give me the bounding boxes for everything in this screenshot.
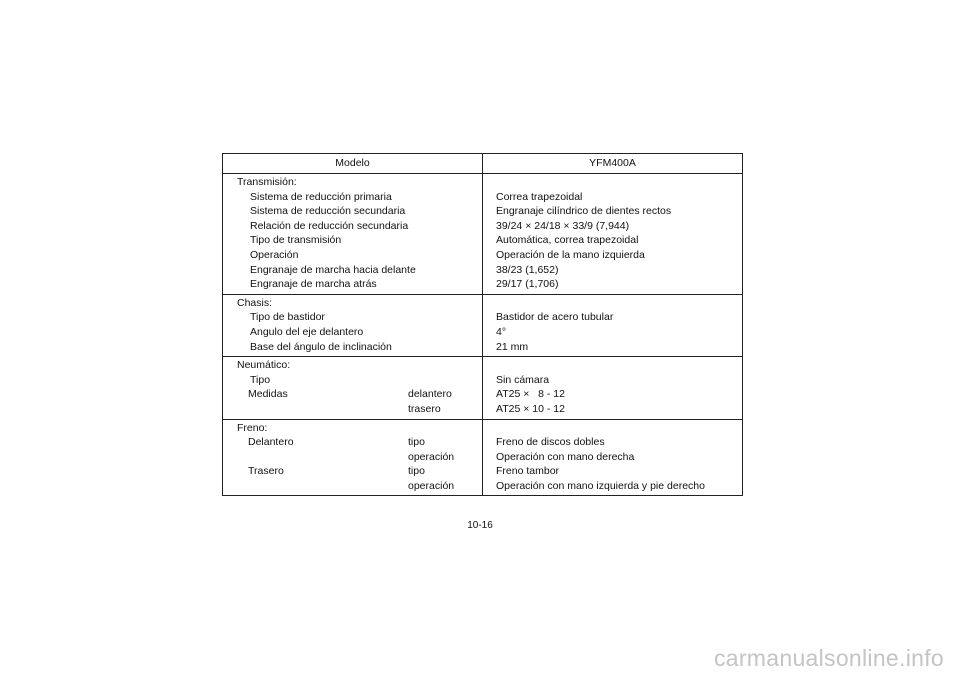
spec-value: Freno tambor bbox=[496, 465, 560, 478]
spec-row bbox=[223, 233, 742, 248]
spec-row bbox=[223, 190, 742, 205]
header-model-value: YFM400A bbox=[589, 157, 636, 169]
spec-value: Correa trapezoidal bbox=[496, 190, 583, 203]
spec-label: Trasero bbox=[248, 465, 284, 478]
spec-label: Relación de reducción secundaria bbox=[250, 219, 409, 232]
spec-row bbox=[223, 204, 742, 219]
spec-label: Medidas bbox=[248, 388, 288, 401]
watermark: carmanualsonline.info bbox=[713, 645, 944, 671]
spec-row bbox=[223, 325, 742, 340]
spec-row bbox=[223, 435, 742, 450]
spec-value: 4° bbox=[496, 325, 507, 338]
spec-value: Bastidor de acero tubular bbox=[496, 311, 614, 324]
spec-sublabel: operación bbox=[408, 479, 455, 492]
spec-sublabel: trasero bbox=[408, 402, 441, 415]
spec-sublabel: tipo bbox=[408, 436, 425, 449]
spec-label: Angulo del eje delantero bbox=[250, 325, 364, 338]
spec-value: Operación con mano derecha bbox=[496, 450, 635, 463]
spec-label: Tipo de bastidor bbox=[250, 311, 325, 324]
spec-value: 38/23 (1,652) bbox=[496, 263, 559, 276]
spec-value: AT25 × 10 - 12 bbox=[496, 402, 565, 415]
spec-label: Delantero bbox=[248, 436, 294, 449]
spec-sublabel: delantero bbox=[408, 388, 452, 401]
spec-row bbox=[223, 248, 742, 263]
spec-row bbox=[223, 387, 742, 402]
spec-row bbox=[223, 263, 742, 278]
spec-row bbox=[223, 450, 742, 465]
spec-value: Operación con mano izquierda y pie derecho bbox=[496, 479, 705, 492]
spec-row bbox=[223, 464, 742, 479]
section-title: Transmisión: bbox=[237, 176, 297, 188]
spec-value: Automática, correa trapezoidal bbox=[496, 234, 639, 247]
spec-label: Engranaje de marcha hacia delante bbox=[250, 263, 416, 276]
spec-value: Operación de la mano izquierda bbox=[496, 248, 645, 261]
spec-label: Tipo de transmisión bbox=[250, 234, 342, 247]
section-title: Chasis: bbox=[237, 296, 273, 309]
section-title: Neumático: bbox=[237, 359, 291, 372]
section-neumatico bbox=[223, 356, 742, 418]
header-model-label: Modelo bbox=[335, 157, 370, 169]
spec-table bbox=[222, 153, 743, 496]
spec-label: Operación bbox=[250, 248, 299, 261]
spec-row bbox=[223, 219, 742, 234]
spec-row bbox=[223, 402, 742, 417]
spec-value: 29/17 (1,706) bbox=[496, 278, 559, 291]
header-row bbox=[223, 154, 742, 174]
spec-label: Sistema de reducción secundaria bbox=[250, 205, 406, 218]
spec-value: Sin cámara bbox=[496, 373, 550, 386]
section-title: Freno: bbox=[237, 421, 268, 434]
spec-value: Freno de discos dobles bbox=[496, 436, 605, 449]
page-number: 10-16 bbox=[467, 520, 493, 531]
spec-sublabel: tipo bbox=[408, 465, 425, 478]
spec-row bbox=[223, 310, 742, 325]
spec-label: Sistema de reducción primaria bbox=[250, 190, 392, 203]
spec-row bbox=[223, 479, 742, 494]
section-freno bbox=[223, 419, 742, 496]
spec-row bbox=[223, 277, 742, 292]
spec-label: Base del ángulo de inclinación bbox=[250, 340, 392, 353]
spec-sublabel: operación bbox=[408, 450, 455, 463]
spec-label: Tipo bbox=[250, 373, 271, 386]
spec-value: Engranaje cilíndrico de dientes rectos bbox=[496, 205, 672, 218]
spec-value: 21 mm bbox=[496, 340, 529, 353]
spec-value: AT25 × 8 - 12 bbox=[496, 388, 565, 401]
section-transmision bbox=[223, 174, 742, 294]
spec-label: Engranaje de marcha atrás bbox=[250, 278, 377, 291]
spec-value: 39/24 × 24/18 × 33/9 (7,944) bbox=[496, 219, 630, 232]
spec-row bbox=[223, 340, 742, 355]
spec-row bbox=[223, 373, 742, 388]
section-chasis bbox=[223, 294, 742, 356]
